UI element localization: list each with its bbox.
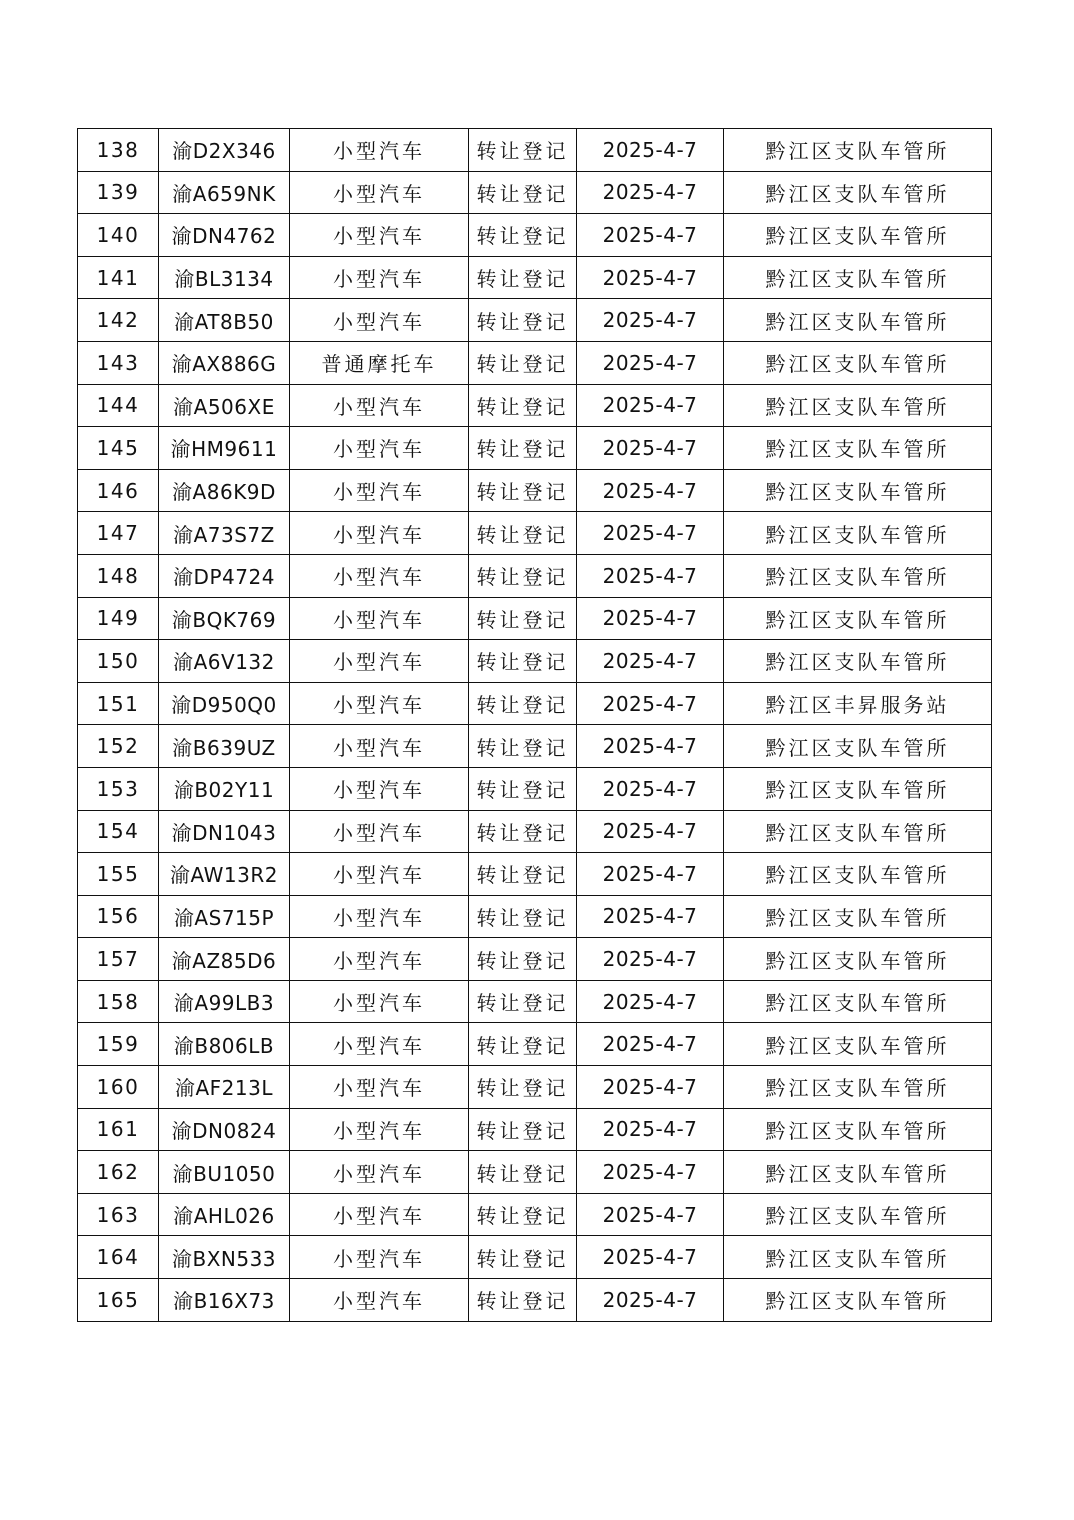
plate-number-cell: 渝BXN533 <box>159 1236 290 1279</box>
date-cell: 2025-4-7 <box>577 725 724 768</box>
vehicle-type-cell: 小型汽车 <box>290 938 469 981</box>
business-type-cell: 转让登记 <box>469 384 577 427</box>
office-cell: 黔江区支队车管所 <box>724 512 992 555</box>
table-body <box>78 129 992 1322</box>
date-cell: 2025-4-7 <box>577 938 724 981</box>
row-number-cell: 164 <box>78 1236 159 1279</box>
row-number-cell: 158 <box>78 980 159 1023</box>
vehicle-type-cell: 小型汽车 <box>290 214 469 257</box>
table-row <box>78 682 992 725</box>
business-type-cell: 转让登记 <box>469 299 577 342</box>
vehicle-type-cell: 小型汽车 <box>290 640 469 683</box>
plate-number-cell: 渝DN4762 <box>159 214 290 257</box>
table-row <box>78 725 992 768</box>
office-cell: 黔江区支队车管所 <box>724 171 992 214</box>
vehicle-type-cell: 小型汽车 <box>290 895 469 938</box>
plate-number-cell: 渝A86K9D <box>159 469 290 512</box>
office-cell: 黔江区支队车管所 <box>724 767 992 810</box>
row-number-cell: 141 <box>78 256 159 299</box>
plate-number-cell: 渝HM9611 <box>159 427 290 470</box>
date-cell: 2025-4-7 <box>577 1236 724 1279</box>
business-type-cell: 转让登记 <box>469 767 577 810</box>
business-type-cell: 转让登记 <box>469 895 577 938</box>
vehicle-type-cell: 小型汽车 <box>290 1066 469 1109</box>
vehicle-type-cell: 小型汽车 <box>290 1023 469 1066</box>
office-cell: 黔江区支队车管所 <box>724 129 992 172</box>
vehicle-registration-table <box>77 128 992 1322</box>
table-row <box>78 1193 992 1236</box>
table-row <box>78 895 992 938</box>
date-cell: 2025-4-7 <box>577 853 724 896</box>
date-cell: 2025-4-7 <box>577 1151 724 1194</box>
plate-number-cell: 渝D2X346 <box>159 129 290 172</box>
plate-number-cell: 渝AF213L <box>159 1066 290 1109</box>
office-cell: 黔江区支队车管所 <box>724 1236 992 1279</box>
row-number-cell: 145 <box>78 427 159 470</box>
plate-number-cell: 渝AW13R2 <box>159 853 290 896</box>
business-type-cell: 转让登记 <box>469 427 577 470</box>
vehicle-type-cell: 小型汽车 <box>290 554 469 597</box>
table-row <box>78 469 992 512</box>
vehicle-type-cell: 小型汽车 <box>290 1193 469 1236</box>
row-number-cell: 162 <box>78 1151 159 1194</box>
row-number-cell: 146 <box>78 469 159 512</box>
plate-number-cell: 渝DP4724 <box>159 554 290 597</box>
date-cell: 2025-4-7 <box>577 767 724 810</box>
table-row <box>78 171 992 214</box>
table-row <box>78 1108 992 1151</box>
business-type-cell: 转让登记 <box>469 1151 577 1194</box>
row-number-cell: 147 <box>78 512 159 555</box>
business-type-cell: 转让登记 <box>469 129 577 172</box>
office-cell: 黔江区支队车管所 <box>724 980 992 1023</box>
table-row <box>78 129 992 172</box>
row-number-cell: 155 <box>78 853 159 896</box>
row-number-cell: 160 <box>78 1066 159 1109</box>
business-type-cell: 转让登记 <box>469 469 577 512</box>
row-number-cell: 139 <box>78 171 159 214</box>
vehicle-type-cell: 小型汽车 <box>290 129 469 172</box>
table-row <box>78 1151 992 1194</box>
office-cell: 黔江区支队车管所 <box>724 1023 992 1066</box>
row-number-cell: 154 <box>78 810 159 853</box>
office-cell: 黔江区支队车管所 <box>724 384 992 427</box>
office-cell: 黔江区支队车管所 <box>724 214 992 257</box>
vehicle-type-cell: 小型汽车 <box>290 1151 469 1194</box>
row-number-cell: 156 <box>78 895 159 938</box>
plate-number-cell: 渝BL3134 <box>159 256 290 299</box>
business-type-cell: 转让登记 <box>469 1023 577 1066</box>
row-number-cell: 150 <box>78 640 159 683</box>
plate-number-cell: 渝AT8B50 <box>159 299 290 342</box>
date-cell: 2025-4-7 <box>577 384 724 427</box>
table-row <box>78 1023 992 1066</box>
vehicle-type-cell: 小型汽车 <box>290 810 469 853</box>
date-cell: 2025-4-7 <box>577 427 724 470</box>
date-cell: 2025-4-7 <box>577 810 724 853</box>
office-cell: 黔江区支队车管所 <box>724 725 992 768</box>
vehicle-type-cell: 普通摩托车 <box>290 341 469 384</box>
office-cell: 黔江区支队车管所 <box>724 938 992 981</box>
row-number-cell: 163 <box>78 1193 159 1236</box>
plate-number-cell: 渝AX886G <box>159 341 290 384</box>
row-number-cell: 151 <box>78 682 159 725</box>
date-cell: 2025-4-7 <box>577 980 724 1023</box>
plate-number-cell: 渝AHL026 <box>159 1193 290 1236</box>
business-type-cell: 转让登记 <box>469 341 577 384</box>
table-row <box>78 427 992 470</box>
vehicle-type-cell: 小型汽车 <box>290 1108 469 1151</box>
table-row <box>78 341 992 384</box>
date-cell: 2025-4-7 <box>577 597 724 640</box>
vehicle-type-cell: 小型汽车 <box>290 427 469 470</box>
plate-number-cell: 渝D950Q0 <box>159 682 290 725</box>
date-cell: 2025-4-7 <box>577 554 724 597</box>
vehicle-type-cell: 小型汽车 <box>290 725 469 768</box>
office-cell: 黔江区支队车管所 <box>724 1151 992 1194</box>
date-cell: 2025-4-7 <box>577 895 724 938</box>
business-type-cell: 转让登记 <box>469 171 577 214</box>
vehicle-type-cell: 小型汽车 <box>290 1279 469 1322</box>
table-row <box>78 853 992 896</box>
table-row <box>78 597 992 640</box>
date-cell: 2025-4-7 <box>577 256 724 299</box>
row-number-cell: 142 <box>78 299 159 342</box>
vehicle-type-cell: 小型汽车 <box>290 980 469 1023</box>
plate-number-cell: 渝A506XE <box>159 384 290 427</box>
vehicle-type-cell: 小型汽车 <box>290 1236 469 1279</box>
business-type-cell: 转让登记 <box>469 1193 577 1236</box>
date-cell: 2025-4-7 <box>577 1108 724 1151</box>
business-type-cell: 转让登记 <box>469 1108 577 1151</box>
table-row <box>78 767 992 810</box>
business-type-cell: 转让登记 <box>469 597 577 640</box>
date-cell: 2025-4-7 <box>577 171 724 214</box>
row-number-cell: 153 <box>78 767 159 810</box>
table-row <box>78 214 992 257</box>
business-type-cell: 转让登记 <box>469 1066 577 1109</box>
row-number-cell: 140 <box>78 214 159 257</box>
row-number-cell: 159 <box>78 1023 159 1066</box>
row-number-cell: 161 <box>78 1108 159 1151</box>
business-type-cell: 转让登记 <box>469 554 577 597</box>
business-type-cell: 转让登记 <box>469 512 577 555</box>
row-number-cell: 165 <box>78 1279 159 1322</box>
business-type-cell: 转让登记 <box>469 1279 577 1322</box>
vehicle-type-cell: 小型汽车 <box>290 853 469 896</box>
vehicle-type-cell: 小型汽车 <box>290 256 469 299</box>
vehicle-type-cell: 小型汽车 <box>290 469 469 512</box>
business-type-cell: 转让登记 <box>469 810 577 853</box>
row-number-cell: 157 <box>78 938 159 981</box>
office-cell: 黔江区支队车管所 <box>724 299 992 342</box>
row-number-cell: 144 <box>78 384 159 427</box>
business-type-cell: 转让登记 <box>469 214 577 257</box>
date-cell: 2025-4-7 <box>577 1193 724 1236</box>
plate-number-cell: 渝B16X73 <box>159 1279 290 1322</box>
row-number-cell: 152 <box>78 725 159 768</box>
table-row <box>78 554 992 597</box>
business-type-cell: 转让登记 <box>469 1236 577 1279</box>
office-cell: 黔江区支队车管所 <box>724 1066 992 1109</box>
business-type-cell: 转让登记 <box>469 853 577 896</box>
plate-number-cell: 渝A6V132 <box>159 640 290 683</box>
office-cell: 黔江区支队车管所 <box>724 640 992 683</box>
date-cell: 2025-4-7 <box>577 682 724 725</box>
table-row <box>78 1066 992 1109</box>
row-number-cell: 143 <box>78 341 159 384</box>
business-type-cell: 转让登记 <box>469 938 577 981</box>
plate-number-cell: 渝B806LB <box>159 1023 290 1066</box>
plate-number-cell: 渝DN1043 <box>159 810 290 853</box>
plate-number-cell: 渝A99LB3 <box>159 980 290 1023</box>
plate-number-cell: 渝DN0824 <box>159 1108 290 1151</box>
table-row <box>78 256 992 299</box>
date-cell: 2025-4-7 <box>577 512 724 555</box>
office-cell: 黔江区支队车管所 <box>724 1193 992 1236</box>
date-cell: 2025-4-7 <box>577 214 724 257</box>
table-row <box>78 810 992 853</box>
office-cell: 黔江区支队车管所 <box>724 1108 992 1151</box>
office-cell: 黔江区支队车管所 <box>724 427 992 470</box>
table-row <box>78 299 992 342</box>
office-cell: 黔江区支队车管所 <box>724 853 992 896</box>
table-row <box>78 980 992 1023</box>
plate-number-cell: 渝B02Y11 <box>159 767 290 810</box>
office-cell: 黔江区支队车管所 <box>724 597 992 640</box>
office-cell: 黔江区支队车管所 <box>724 469 992 512</box>
office-cell: 黔江区支队车管所 <box>724 895 992 938</box>
office-cell: 黔江区丰昇服务站 <box>724 682 992 725</box>
vehicle-type-cell: 小型汽车 <box>290 171 469 214</box>
office-cell: 黔江区支队车管所 <box>724 341 992 384</box>
vehicle-type-cell: 小型汽车 <box>290 767 469 810</box>
table-row <box>78 938 992 981</box>
table-row <box>78 1236 992 1279</box>
date-cell: 2025-4-7 <box>577 1066 724 1109</box>
table-row <box>78 640 992 683</box>
business-type-cell: 转让登记 <box>469 682 577 725</box>
table-row <box>78 1279 992 1322</box>
vehicle-type-cell: 小型汽车 <box>290 384 469 427</box>
date-cell: 2025-4-7 <box>577 1279 724 1322</box>
vehicle-type-cell: 小型汽车 <box>290 597 469 640</box>
plate-number-cell: 渝AS715P <box>159 895 290 938</box>
plate-number-cell: 渝A659NK <box>159 171 290 214</box>
plate-number-cell: 渝B639UZ <box>159 725 290 768</box>
date-cell: 2025-4-7 <box>577 129 724 172</box>
vehicle-type-cell: 小型汽车 <box>290 512 469 555</box>
office-cell: 黔江区支队车管所 <box>724 1279 992 1322</box>
business-type-cell: 转让登记 <box>469 980 577 1023</box>
table-row <box>78 512 992 555</box>
business-type-cell: 转让登记 <box>469 725 577 768</box>
date-cell: 2025-4-7 <box>577 469 724 512</box>
office-cell: 黔江区支队车管所 <box>724 554 992 597</box>
office-cell: 黔江区支队车管所 <box>724 256 992 299</box>
date-cell: 2025-4-7 <box>577 1023 724 1066</box>
row-number-cell: 138 <box>78 129 159 172</box>
row-number-cell: 148 <box>78 554 159 597</box>
plate-number-cell: 渝A73S7Z <box>159 512 290 555</box>
plate-number-cell: 渝BQK769 <box>159 597 290 640</box>
vehicle-type-cell: 小型汽车 <box>290 299 469 342</box>
table-row <box>78 384 992 427</box>
business-type-cell: 转让登记 <box>469 256 577 299</box>
business-type-cell: 转让登记 <box>469 640 577 683</box>
row-number-cell: 149 <box>78 597 159 640</box>
office-cell: 黔江区支队车管所 <box>724 810 992 853</box>
date-cell: 2025-4-7 <box>577 299 724 342</box>
date-cell: 2025-4-7 <box>577 341 724 384</box>
plate-number-cell: 渝AZ85D6 <box>159 938 290 981</box>
plate-number-cell: 渝BU1050 <box>159 1151 290 1194</box>
vehicle-type-cell: 小型汽车 <box>290 682 469 725</box>
date-cell: 2025-4-7 <box>577 640 724 683</box>
